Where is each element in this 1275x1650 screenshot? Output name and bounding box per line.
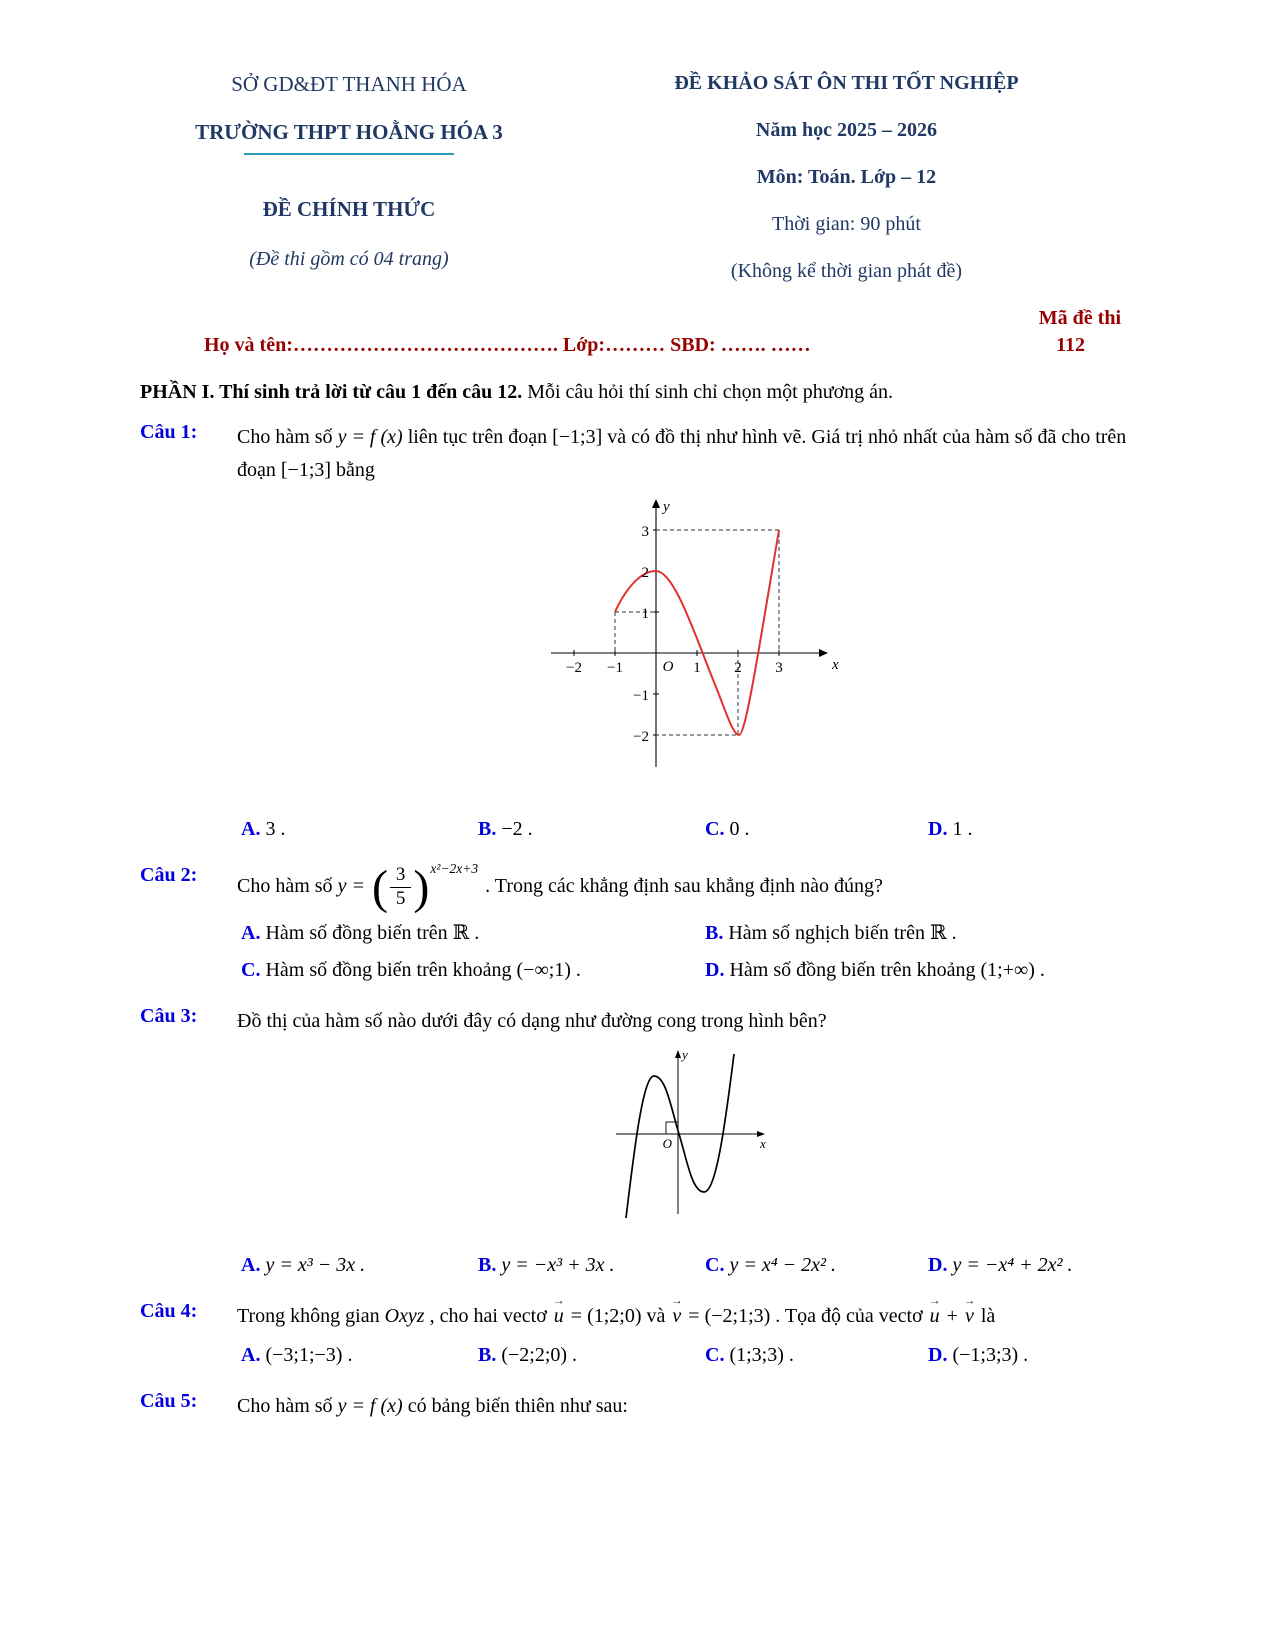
question-1-text: Cho hàm số y = f (x) liên tục trên đoạn [−1;3] và có đồ thị như hình vẽ. Giá trị nhỏ nhất của hàm số đã cho trên đoạn [−1;3] bằng (237, 426, 1127, 481)
exam-title: ĐỀ KHẢO SÁT ÔN THI TỐT NGHIỆP (674, 72, 1019, 94)
question-4 (140, 1293, 1135, 1378)
question-3-option-a: A. y = x³ − 3x . (241, 1253, 366, 1276)
fraction-power-expression: ( $\frac{3}{5}$ ) x²−2x+3 (372, 864, 478, 911)
question-1-option-d: D. 1 . (928, 818, 973, 840)
question-2-label: Câu 2: (140, 864, 198, 886)
part1-heading (140, 377, 1135, 407)
x-tick-label: 1 (693, 660, 701, 676)
question-3-text: Đồ thị của hàm số nào dưới đây có dạng như đường cong trong hình bên? (237, 1009, 827, 1032)
vector-v-sum: → v (963, 1300, 976, 1333)
part1-lead: PHẦN I. Thí sinh trả lời từ câu 1 đến câu 12. (140, 381, 523, 403)
question-1-label: Câu 1: (140, 421, 198, 443)
y-tick-label: −1 (633, 688, 649, 704)
student-fields: Họ và tên:…………………………………. Lớp:……… SBD: ……. …… (204, 334, 811, 356)
student-info-line (140, 330, 1135, 357)
y-axis-label: y (682, 1046, 688, 1062)
exam-type: ĐỀ CHÍNH THỨC (262, 197, 436, 222)
school-name-underline (244, 153, 454, 155)
vector-arrow-icon: → (671, 1293, 683, 1307)
question-1-options (241, 813, 1135, 846)
x-tick-label: −1 (607, 660, 623, 676)
exponent: x²−2x+3 (430, 861, 479, 876)
question-1-figure (237, 495, 1135, 801)
school-year: Năm học 2025 – 2026 (755, 119, 937, 141)
question-1-option-c: C. 0 . (705, 818, 750, 840)
y-tick-label: 2 (641, 565, 649, 581)
origin-label: O (662, 1135, 672, 1151)
y-tick-label: 1 (641, 606, 649, 622)
question-1 (140, 421, 1135, 852)
question-4-text: Trong không gian Oxyz , cho hai vectơ → u = (1;2;0) và → v = (−2;1;3) . Tọa độ của vectơ → u + → v là (237, 1300, 1135, 1333)
x-tick-label: −2 (566, 660, 582, 676)
y-axis-arrow-icon (652, 499, 660, 508)
q1-graph (506, 495, 866, 795)
question-3 (140, 1005, 1135, 1288)
vector-v: → v (670, 1300, 683, 1333)
question-2 (140, 860, 1135, 993)
department-name: SỞ GD&ĐT THANH HÓA (231, 72, 467, 96)
question-1-option-a: A. 3 . (241, 818, 286, 840)
question-3-figure (237, 1046, 1135, 1237)
exam-code-label: Mã đề thi (1038, 307, 1121, 329)
header-left (140, 72, 558, 330)
x-axis-label: x (832, 657, 839, 673)
exam-code-value: 112 (1056, 334, 1085, 356)
y-tick-label: 3 (641, 524, 649, 540)
function-curve (615, 530, 779, 735)
y-axis-label: y (663, 499, 670, 515)
question-3-label: Câu 3: (140, 1004, 198, 1027)
q3-graph (586, 1046, 786, 1231)
school-name: TRƯỜNG THPT HOẰNG HÓA 3 (195, 120, 503, 145)
question-2-options (241, 917, 1135, 987)
pages-note: (Đề thi gồm có 04 trang) (249, 248, 449, 271)
question-2-option-c: C. Hàm số đồng biến trên khoảng (−∞;1) . (241, 958, 581, 981)
duration-line: Thời gian: 90 phút (771, 213, 921, 235)
question-1-option-b: B. −2 . (478, 818, 533, 840)
question-2-option-a: A. Hàm số đồng biến trên ℝ . (241, 921, 480, 944)
question-5 (140, 1390, 1135, 1427)
y-tick-label: −2 (633, 729, 649, 745)
subject-line: Môn: Toán. Lớp – 12 (756, 166, 937, 188)
question-4-option-c: C. (1;3;3) . (705, 1343, 794, 1366)
question-4-option-d: D. (−1;3;3) . (928, 1343, 1029, 1366)
y-axis-arrow-icon (675, 1050, 681, 1058)
question-5-text: Cho hàm số y = f (x) có bảng biến thiên như sau: (237, 1394, 628, 1417)
x-tick-label: 2 (734, 660, 742, 676)
vector-arrow-icon: → (963, 1293, 976, 1307)
question-4-option-a: A. (−3;1;−3) . (241, 1343, 353, 1366)
vector-arrow-icon: → (553, 1293, 565, 1307)
origin-label: O (662, 659, 674, 675)
question-3-option-d: D. y = −x⁴ + 2x² . (928, 1253, 1073, 1276)
vector-u: → u (552, 1300, 566, 1333)
question-4-label: Câu 4: (140, 1299, 198, 1322)
x-tick-label: 3 (775, 660, 783, 676)
cubic-curve (626, 1054, 734, 1218)
x-axis-arrow-icon (819, 649, 828, 657)
question-4-option-b: B. (−2;2;0) . (478, 1343, 578, 1366)
question-3-option-c: C. y = x⁴ − 2x² . (705, 1253, 837, 1276)
question-2-text: Cho hàm số y = ( $\frac{3}{5}$ ) x²−2x+3 . Trong các khẳng định sau khẳng định nào đúng? (237, 864, 1135, 911)
question-3-options (241, 1249, 1135, 1282)
vector-u-sum: → u (928, 1300, 942, 1333)
header-right (558, 72, 1135, 330)
question-4-options (241, 1339, 1135, 1372)
x-axis-label: x (760, 1135, 766, 1151)
question-2-option-d: D. Hàm số đồng biến trên khoảng (1;+∞) . (705, 958, 1045, 981)
exam-header (140, 72, 1135, 330)
question-5-label: Câu 5: (140, 1389, 198, 1412)
part1-instruction: Mỗi câu hỏi thí sinh chỉ chọn một phương án. (527, 381, 894, 403)
question-2-option-b: B. Hàm số nghịch biến trên ℝ . (705, 921, 957, 944)
question-3-option-b: B. y = −x³ + 3x . (478, 1253, 615, 1276)
duration-note: (Không kể thời gian phát đề) (730, 260, 962, 282)
vector-arrow-icon: → (928, 1293, 941, 1307)
fraction: $\frac{3}{5}$ (388, 864, 414, 911)
